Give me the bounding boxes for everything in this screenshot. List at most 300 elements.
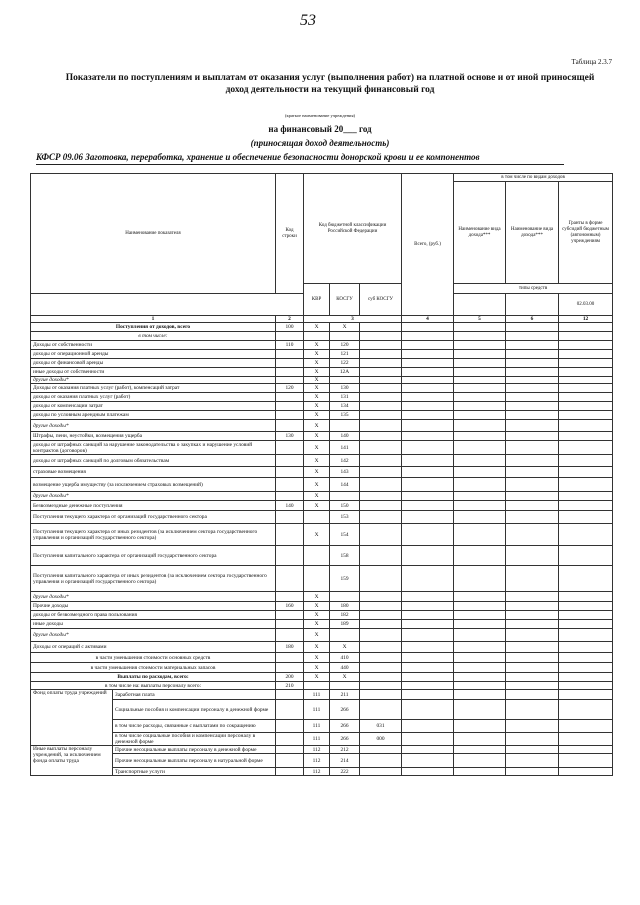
table-row	[31, 629, 613, 642]
value-cell	[506, 377, 559, 384]
row-name: доходы от штрафных санкций за нарушение законодательства о закупках и нарушение условий контрактов (договоров)	[31, 441, 276, 455]
row-name: в том числе:	[31, 332, 276, 341]
row-code: 210	[276, 682, 304, 690]
table-row	[31, 332, 613, 341]
row-code	[276, 332, 304, 341]
column-number: 6	[506, 316, 559, 323]
header-funds-code: 02.03.00	[559, 294, 613, 316]
row-name: другие доходы*	[31, 492, 276, 501]
kfsr-underline	[36, 164, 564, 165]
value-cell	[559, 384, 613, 393]
row-name: в том числе расходы, связанные с выплатами по сокращению	[113, 720, 276, 733]
row-name: в том числе социальные пособия и компенсации персоналу в денежной форме	[113, 733, 276, 746]
page-number: 53	[300, 12, 316, 29]
row-kosgu: 144	[330, 478, 360, 492]
row-kvr: X	[304, 620, 330, 629]
row-name: Доходы от операций с активами	[31, 642, 276, 653]
row-kosgu: 135	[330, 411, 360, 420]
table-row	[31, 455, 613, 467]
value-cell	[506, 663, 559, 673]
value-cell	[454, 359, 506, 368]
value-cell	[454, 663, 506, 673]
value-cell	[559, 478, 613, 492]
table-row	[31, 746, 613, 754]
row-kosgu: 134	[330, 402, 360, 411]
value-cell	[506, 754, 559, 768]
table-row	[31, 602, 613, 611]
value-cell	[506, 341, 559, 350]
value-cell	[454, 754, 506, 768]
value-cell	[454, 511, 506, 524]
value-cell	[506, 402, 559, 411]
row-kosgu: 180	[330, 602, 360, 611]
table-row	[31, 642, 613, 653]
row-kvr: X	[304, 663, 330, 673]
value-cell	[402, 359, 454, 368]
row-kosgu: 266	[330, 720, 360, 733]
value-cell	[559, 682, 613, 690]
value-cell	[506, 501, 559, 511]
row-kvr: X	[304, 368, 330, 377]
value-cell	[559, 566, 613, 592]
value-cell	[454, 682, 506, 690]
value-cell	[454, 467, 506, 478]
row-kosgu: 150	[330, 501, 360, 511]
value-cell	[559, 663, 613, 673]
row-kvr: X	[304, 377, 330, 384]
value-cell	[559, 501, 613, 511]
table-row	[31, 323, 613, 332]
value-cell	[506, 642, 559, 653]
row-kosgu: 222	[330, 768, 360, 776]
row-name: доходы от компенсации затрат	[31, 402, 276, 411]
row-kosgu: 140	[330, 432, 360, 441]
row-sub-kosgu	[360, 492, 402, 501]
row-kosgu: 410	[330, 653, 360, 663]
row-code	[276, 524, 304, 546]
row-sub-kosgu	[360, 350, 402, 359]
row-code	[276, 629, 304, 642]
row-code	[276, 377, 304, 384]
row-name: Доходы от оказания платных услуг (работ), компенсаций затрат	[31, 384, 276, 393]
value-cell	[559, 733, 613, 746]
value-cell	[559, 368, 613, 377]
row-name: Поступления капитального характера от иных резидентов (за исключением сектора государственного управления и организаций государственного сектора)	[31, 566, 276, 592]
row-code	[276, 368, 304, 377]
row-sub-kosgu	[360, 620, 402, 629]
row-sub-kosgu	[360, 642, 402, 653]
row-code	[276, 478, 304, 492]
value-cell	[559, 492, 613, 501]
row-name: доходы от финансовой аренды	[31, 359, 276, 368]
value-cell	[402, 611, 454, 620]
header-total: Всего, (руб.)	[402, 174, 454, 316]
value-cell	[402, 511, 454, 524]
row-kvr: X	[304, 592, 330, 602]
row-kvr	[304, 511, 330, 524]
row-sub-kosgu	[360, 455, 402, 467]
row-code	[276, 653, 304, 663]
value-cell	[559, 467, 613, 478]
table-row	[31, 411, 613, 420]
value-cell	[506, 455, 559, 467]
row-name: доходы от безвозмездного права пользования	[31, 611, 276, 620]
value-cell	[402, 733, 454, 746]
value-cell	[402, 754, 454, 768]
row-kvr: X	[304, 467, 330, 478]
row-kosgu	[330, 492, 360, 501]
row-name: Прочие несоциальные выплаты персоналу в денежной форме	[113, 746, 276, 754]
table-row	[31, 478, 613, 492]
header-by-income: в том числе по видам доходов	[454, 174, 613, 182]
value-cell	[454, 323, 506, 332]
row-code	[276, 402, 304, 411]
header-line-code: Код строки	[276, 174, 304, 294]
value-cell	[454, 524, 506, 546]
value-cell	[454, 768, 506, 776]
row-code	[276, 733, 304, 746]
value-cell	[506, 524, 559, 546]
value-cell	[402, 402, 454, 411]
value-cell	[402, 432, 454, 441]
row-name: Заработная плата	[113, 690, 276, 700]
row-kvr: X	[304, 642, 330, 653]
value-cell	[454, 546, 506, 566]
value-cell	[402, 720, 454, 733]
row-sub-kosgu	[360, 368, 402, 377]
row-name: Поступления от доходов, всего	[31, 323, 276, 332]
row-kosgu: 159	[330, 566, 360, 592]
row-kosgu: 266	[330, 700, 360, 720]
row-kosgu	[330, 629, 360, 642]
row-sub-kosgu	[360, 377, 402, 384]
value-cell	[402, 492, 454, 501]
header-kvr: КВР	[304, 284, 330, 316]
row-kosgu: 158	[330, 546, 360, 566]
row-kvr: X	[304, 524, 330, 546]
value-cell	[402, 546, 454, 566]
value-cell	[402, 455, 454, 467]
row-kvr: X	[304, 411, 330, 420]
value-cell	[402, 682, 454, 690]
table-row	[31, 700, 613, 720]
value-cell	[506, 432, 559, 441]
table-row	[31, 402, 613, 411]
value-cell	[559, 341, 613, 350]
row-kvr: X	[304, 341, 330, 350]
row-sub-kosgu	[360, 359, 402, 368]
row-code	[276, 455, 304, 467]
row-name: Штрафы, пени, неустойки, возмещения ущерба	[31, 432, 276, 441]
row-code: 160	[276, 602, 304, 611]
row-kosgu: 122	[330, 359, 360, 368]
value-cell	[506, 611, 559, 620]
row-kvr	[304, 566, 330, 592]
row-kosgu: 182	[330, 611, 360, 620]
value-cell	[402, 377, 454, 384]
value-cell	[454, 341, 506, 350]
row-sub-kosgu	[360, 402, 402, 411]
value-cell	[506, 592, 559, 602]
row-name: другие доходы*	[31, 420, 276, 432]
header-indicator: Наименование показателя	[31, 174, 276, 294]
table-row	[31, 524, 613, 546]
value-cell	[402, 384, 454, 393]
value-cell	[559, 441, 613, 455]
row-kvr: X	[304, 432, 330, 441]
value-cell	[559, 393, 613, 402]
value-cell	[506, 350, 559, 359]
value-cell	[402, 602, 454, 611]
row-code	[276, 393, 304, 402]
value-cell	[506, 323, 559, 332]
row-name: Поступления текущего характера от организаций государственного сектора	[31, 511, 276, 524]
value-cell	[402, 332, 454, 341]
row-sub-kosgu	[360, 546, 402, 566]
value-cell	[559, 754, 613, 768]
value-cell	[506, 384, 559, 393]
row-sub-kosgu	[360, 323, 402, 332]
row-name: Поступления капитального характера от организаций государственного сектора	[31, 546, 276, 566]
table-row	[31, 754, 613, 768]
column-number: 12	[559, 316, 613, 323]
value-cell	[454, 611, 506, 620]
table-row	[31, 592, 613, 602]
value-cell	[506, 393, 559, 402]
value-cell	[402, 768, 454, 776]
row-code	[276, 611, 304, 620]
row-code: 100	[276, 323, 304, 332]
row-name: Социальные пособия и компенсации персоналу в денежной форме	[113, 700, 276, 720]
value-cell	[506, 700, 559, 720]
row-code	[276, 754, 304, 768]
row-kosgu	[330, 682, 360, 690]
value-cell	[506, 478, 559, 492]
value-cell	[506, 733, 559, 746]
header-income-name-2: Наименование вида дохода***	[506, 182, 559, 284]
row-kosgu	[330, 592, 360, 602]
table-row	[31, 432, 613, 441]
row-sub-kosgu	[360, 467, 402, 478]
row-kosgu: 12А	[330, 368, 360, 377]
row-name: в том числе на: выплаты персоналу всего:	[31, 682, 276, 690]
row-sub-kosgu	[360, 501, 402, 511]
row-code: 180	[276, 642, 304, 653]
value-cell	[454, 653, 506, 663]
table-row	[31, 682, 613, 690]
row-kvr: 112	[304, 754, 330, 768]
row-kvr: X	[304, 402, 330, 411]
row-kvr: X	[304, 455, 330, 467]
value-cell	[559, 690, 613, 700]
table-row	[31, 467, 613, 478]
value-cell	[402, 441, 454, 455]
row-sub-kosgu	[360, 611, 402, 620]
table-row	[31, 511, 613, 524]
table-row	[31, 673, 613, 682]
value-cell	[454, 402, 506, 411]
value-cell	[454, 411, 506, 420]
row-sub-kosgu	[360, 682, 402, 690]
value-cell	[402, 420, 454, 432]
header-spacer	[454, 294, 506, 316]
header-grants: Гранты в форме субсидий бюджетным (автономным) учреждениям	[559, 182, 613, 284]
table-row	[31, 384, 613, 393]
table-row	[31, 620, 613, 629]
value-cell	[559, 511, 613, 524]
column-number: 3	[304, 316, 402, 323]
row-kosgu	[330, 420, 360, 432]
row-name: возмещение ущерба имуществу (за исключением страховых возмещений)	[31, 478, 276, 492]
value-cell	[402, 393, 454, 402]
row-kvr: X	[304, 441, 330, 455]
row-kosgu: 440	[330, 663, 360, 673]
row-kosgu: 214	[330, 754, 360, 768]
table-row	[31, 720, 613, 733]
row-kvr: X	[304, 384, 330, 393]
column-number: 1	[31, 316, 276, 323]
row-kosgu: 120	[330, 341, 360, 350]
row-code	[276, 566, 304, 592]
value-cell	[559, 402, 613, 411]
value-cell	[559, 420, 613, 432]
value-cell	[402, 566, 454, 592]
row-kosgu	[330, 332, 360, 341]
value-cell	[559, 350, 613, 359]
value-cell	[402, 673, 454, 682]
row-kosgu: X	[330, 323, 360, 332]
value-cell	[559, 411, 613, 420]
row-code: 140	[276, 501, 304, 511]
row-sub-kosgu	[360, 384, 402, 393]
row-kosgu: 121	[330, 350, 360, 359]
row-sub-kosgu	[360, 754, 402, 768]
row-name: Прочие несоциальные выплаты персоналу в натуральной форме	[113, 754, 276, 768]
row-name: другие доходы*	[31, 377, 276, 384]
header-spacer	[506, 294, 559, 316]
row-code	[276, 511, 304, 524]
value-cell	[402, 663, 454, 673]
value-cell	[402, 629, 454, 642]
value-cell	[559, 768, 613, 776]
value-cell	[402, 524, 454, 546]
value-cell	[402, 620, 454, 629]
header-spacer	[31, 294, 304, 316]
value-cell	[559, 546, 613, 566]
row-sub-kosgu	[360, 524, 402, 546]
row-kvr: X	[304, 611, 330, 620]
row-code	[276, 411, 304, 420]
value-cell	[454, 673, 506, 682]
document-title: Показатели по поступлениям и выплатам от оказания услуг (выполнения работ) на платной основе и от иной приносящей доход деятельности на текущий финансовый год	[65, 73, 595, 95]
table-row	[31, 420, 613, 432]
row-kvr: 112	[304, 746, 330, 754]
table-row	[31, 566, 613, 592]
row-kosgu: 131	[330, 393, 360, 402]
value-cell	[454, 733, 506, 746]
row-kosgu: 143	[330, 467, 360, 478]
row-code	[276, 663, 304, 673]
table-number: Таблица 2.3.7	[571, 58, 612, 66]
document-subtitle: (приносящая доход деятельность)	[250, 138, 390, 148]
value-cell	[454, 393, 506, 402]
value-cell	[454, 566, 506, 592]
row-name: Транспортные услуги	[113, 768, 276, 776]
value-cell	[559, 720, 613, 733]
value-cell	[506, 467, 559, 478]
header-funds-type: типы средств	[454, 284, 613, 294]
column-number: 2	[276, 316, 304, 323]
value-cell	[559, 455, 613, 467]
institution-caption: (краткое наименование учреждения)	[284, 113, 356, 118]
table-row	[31, 663, 613, 673]
value-cell	[402, 467, 454, 478]
row-sub-kosgu	[360, 478, 402, 492]
table-row	[31, 368, 613, 377]
value-cell	[559, 629, 613, 642]
row-name: в части уменьшения стоимости материальных запасов	[31, 663, 276, 673]
table-row	[31, 501, 613, 511]
value-cell	[454, 432, 506, 441]
row-sub-kosgu	[360, 673, 402, 682]
value-cell	[402, 501, 454, 511]
row-kvr: X	[304, 492, 330, 501]
row-kvr: X	[304, 359, 330, 368]
row-sub-kosgu	[360, 602, 402, 611]
row-kvr: 111	[304, 720, 330, 733]
value-cell	[454, 492, 506, 501]
row-sub-kosgu	[360, 690, 402, 700]
value-cell	[559, 332, 613, 341]
table-row	[31, 768, 613, 776]
row-kosgu: X	[330, 642, 360, 653]
value-cell	[559, 620, 613, 629]
row-code	[276, 359, 304, 368]
row-code	[276, 720, 304, 733]
value-cell	[454, 592, 506, 602]
header-sub-kosgu: суб КОСГУ	[360, 284, 402, 316]
value-cell	[454, 501, 506, 511]
row-code	[276, 350, 304, 359]
row-kosgu: 130	[330, 384, 360, 393]
value-cell	[402, 653, 454, 663]
row-name: Доходы от собственности	[31, 341, 276, 350]
value-cell	[559, 673, 613, 682]
value-cell	[506, 332, 559, 341]
row-code	[276, 592, 304, 602]
row-name: Поступления текущего характера от иных резидентов (за исключением сектора государственного управления и организаций государственного сектора)	[31, 524, 276, 546]
value-cell	[559, 359, 613, 368]
value-cell	[454, 441, 506, 455]
row-code	[276, 467, 304, 478]
row-kosgu: 153	[330, 511, 360, 524]
value-cell	[402, 592, 454, 602]
row-kvr: X	[304, 393, 330, 402]
table-row	[31, 350, 613, 359]
value-cell	[506, 629, 559, 642]
row-kosgu	[330, 377, 360, 384]
row-kvr: X	[304, 350, 330, 359]
value-cell	[506, 682, 559, 690]
value-cell	[454, 720, 506, 733]
group-label: Иные выплаты персоналу учреждений, за исключением фонда оплаты труда	[31, 746, 113, 776]
value-cell	[559, 323, 613, 332]
value-cell	[402, 690, 454, 700]
row-code	[276, 746, 304, 754]
value-cell	[559, 432, 613, 441]
row-code: 200	[276, 673, 304, 682]
table-row	[31, 359, 613, 368]
